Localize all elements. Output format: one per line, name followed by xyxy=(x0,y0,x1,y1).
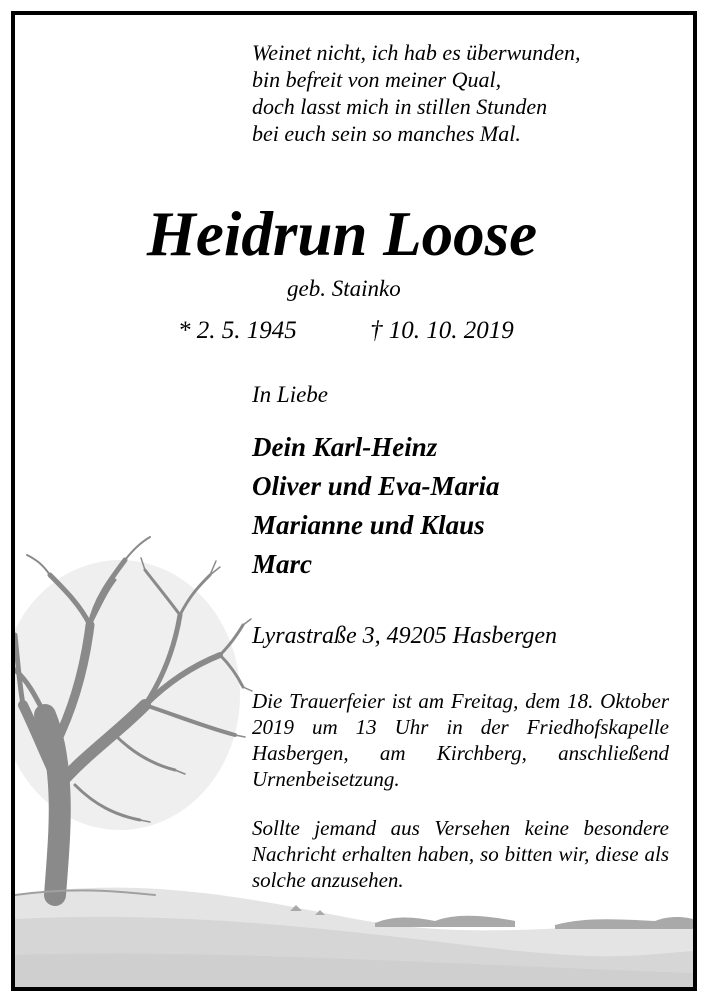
obituary-card xyxy=(11,11,697,991)
notice-text: Sollte jemand aus Versehen keine besondere Nachricht erhalten haben, so bitten wir, diese als solche anzusehen. xyxy=(252,816,669,892)
tree xyxy=(15,537,252,895)
death-date: † 10. 10. 2019 xyxy=(370,317,514,344)
poem-line: bei euch sein so manches Mal. xyxy=(252,121,521,146)
poem-line: Weinet nicht, ich hab es überwunden, xyxy=(252,40,581,65)
love-label: In Liebe xyxy=(252,382,329,407)
family-member: Marianne und Klaus xyxy=(252,510,485,540)
poem xyxy=(252,39,581,147)
meadow xyxy=(15,888,693,987)
family-member: Marc xyxy=(252,549,312,579)
poem-line: bin befreit von meiner Qual, xyxy=(252,67,502,92)
family-list xyxy=(252,428,500,584)
address: Lyrastraße 3, 49205 Hasbergen xyxy=(252,623,558,649)
family-member: Oliver und Eva-Maria xyxy=(252,471,500,501)
deceased-name: Heidrun Loose xyxy=(146,199,538,269)
birth-date: * 2. 5. 1945 xyxy=(178,317,297,344)
birth-name: geb. Stainko xyxy=(287,276,401,301)
family-member: Dein Karl-Heinz xyxy=(252,432,438,462)
funeral-text: Die Trauerfeier ist am Freitag, dem 18. Oktober 2019 um 13 Uhr in der Friedhofskapelle Hasbergen, am Kirchberg, anschließend Urnenbeisetzung. xyxy=(252,689,669,791)
poem-line: doch lasst mich in stillen Stunden xyxy=(252,94,548,119)
